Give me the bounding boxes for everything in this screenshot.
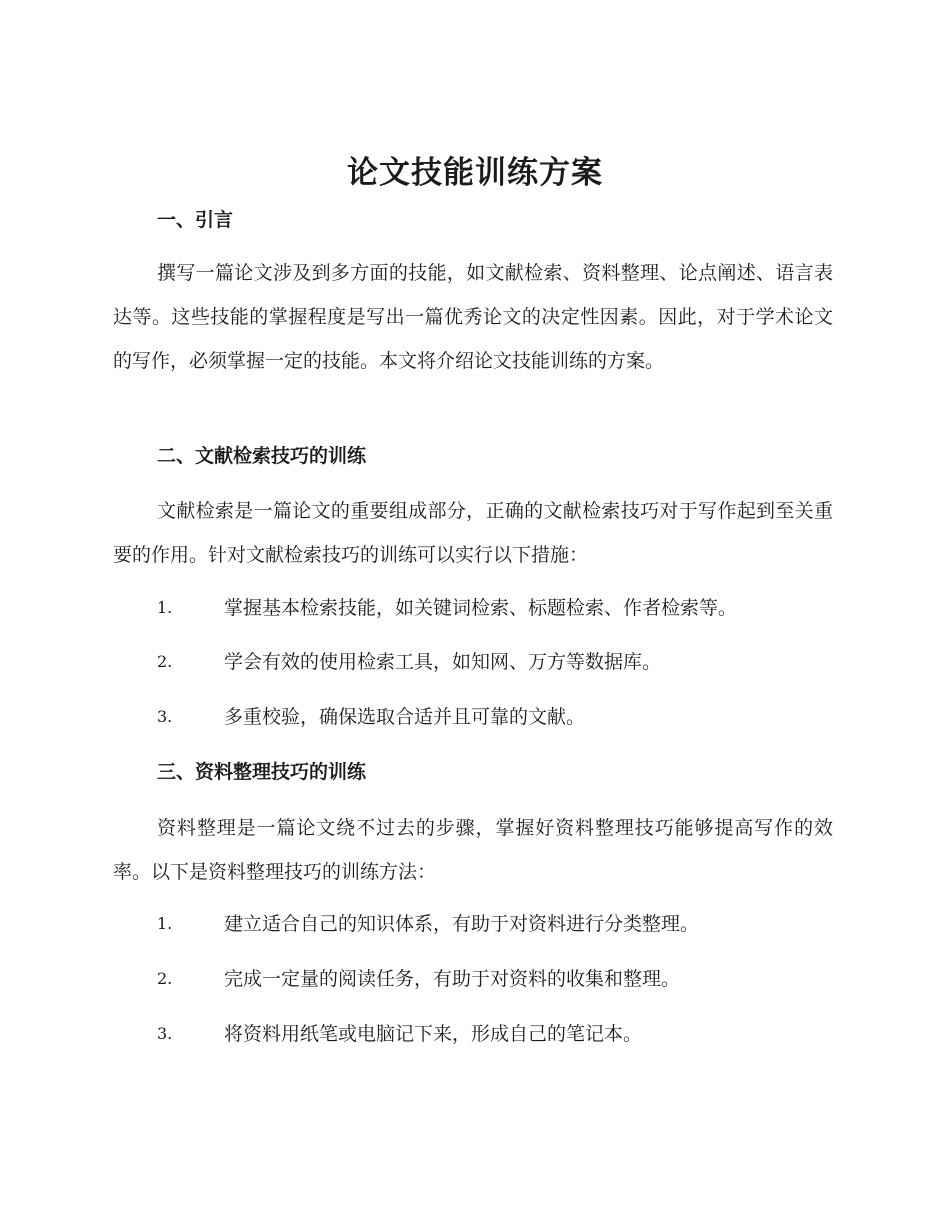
list-item (0, 964, 950, 994)
list-item-number: 1. (157, 598, 173, 617)
list-item-number: 1. (157, 914, 173, 933)
list-item (0, 647, 950, 677)
list-item (0, 1019, 950, 1049)
list-item-text: 完成一定量的阅读任务，有助于对资料的收集和整理。 (224, 968, 681, 990)
list-item-text: 学会有效的使用检索工具，如知网、万方等数据库。 (224, 651, 662, 673)
list-item-text: 建立适合自己的知识体系，有助于对资料进行分类整理。 (224, 913, 700, 935)
section-heading-literature-search: 二、文献检索技巧的训练 (157, 445, 367, 467)
document-title: 论文技能训练方案 (347, 155, 603, 191)
list-item-number: 3. (157, 707, 173, 726)
list-item-number: 3. (157, 1024, 173, 1043)
section-paragraph-literature-search: 文献检索是一篇论文的重要组成部分，正确的文献检索技巧对于写作起到至关重要的作用。针对文献检索技巧的训练可以实行以下措施： (113, 500, 833, 566)
section-paragraph-introduction: 撰写一篇论文涉及到多方面的技能，如文献检索、资料整理、论点阐述、语言表达等。这些技能的掌握程度是写出一篇优秀论文的决定性因素。因此，对于学术论文的写作，必须掌握一定的技能。本文将介绍论文技能训练的方案。 (113, 262, 833, 372)
section-paragraph-material-organization: 资料整理是一篇论文绕不过去的步骤，掌握好资料整理技巧能够提高写作的效率。以下是资料整理技巧的训练方法： (113, 817, 833, 883)
list-item (0, 702, 950, 732)
list-item (0, 593, 950, 623)
section-heading-introduction: 一、引言 (157, 209, 234, 231)
list-item-text: 将资料用纸笔或电脑记下来，形成自己的笔记本。 (224, 1023, 643, 1045)
section-heading-material-organization: 三、资料整理技巧的训练 (157, 761, 367, 783)
list-item-text: 掌握基本检索技能，如关键词检索、标题检索、作者检索等。 (224, 597, 738, 619)
list-item (0, 909, 950, 939)
list-item-text: 多重校验，确保选取合适并且可靠的文献。 (224, 706, 586, 728)
list-item-number: 2. (157, 652, 173, 671)
list-item-number: 2. (157, 969, 173, 988)
